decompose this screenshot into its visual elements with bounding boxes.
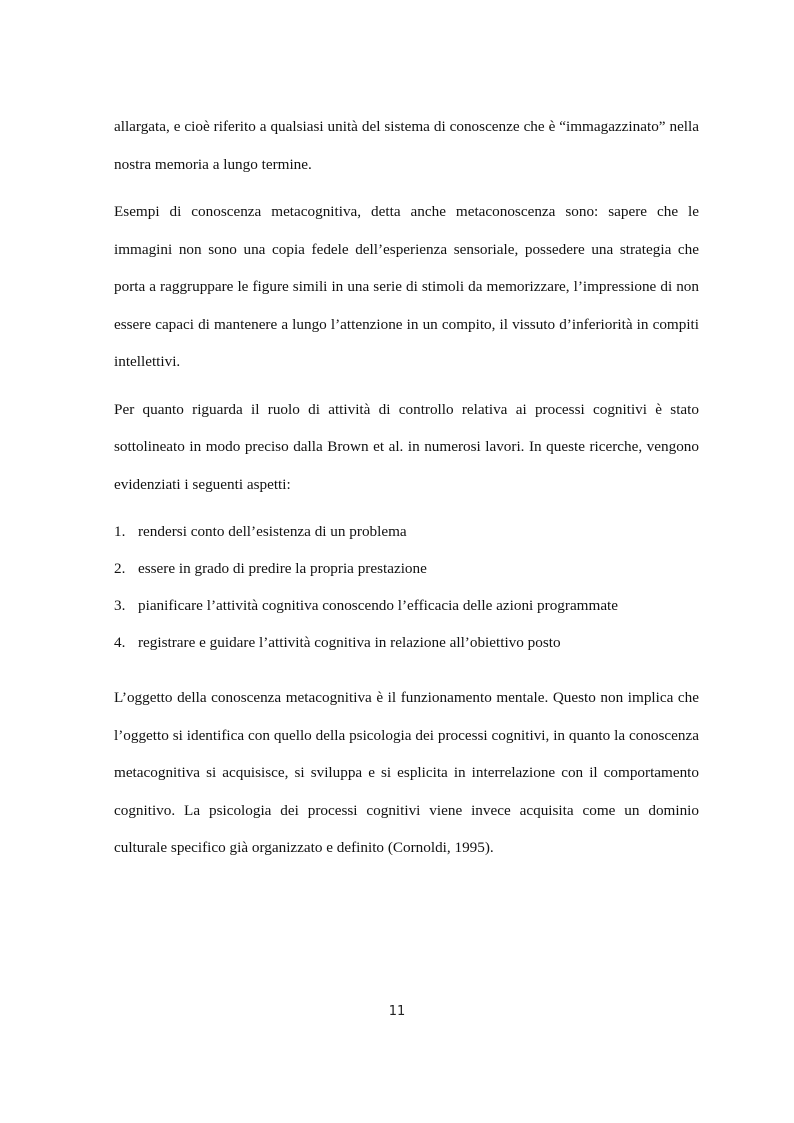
paragraph: Per quanto riguarda il ruolo di attività di controllo relativa ai processi cognitivi è stato sottolineato in modo preciso dalla Brown et al. in numerosi lavori. In queste ricerche, vengono evidenziati i seguenti aspetti: <box>114 400 699 493</box>
list-item-number: 1. <box>114 523 126 540</box>
list-item <box>114 624 699 661</box>
spacer <box>114 661 699 679</box>
list-item-number: 2. <box>114 560 126 577</box>
list-item <box>114 587 699 624</box>
numbered-list <box>114 513 699 661</box>
page-content <box>114 108 699 877</box>
list-item <box>114 513 699 550</box>
list-item-number: 3. <box>114 597 126 614</box>
paragraph: allargata, e cioè riferito a qualsiasi unità del sistema di conoscenze che è “immagazzinato” nella nostra memoria a lungo termine. <box>114 118 699 173</box>
list-item-text: pianificare l’attività cognitiva conoscendo l’efficacia delle azioni programmate <box>138 597 619 614</box>
paragraph: L’oggetto della conoscenza metacognitiva è il funzionamento mentale. Questo non implica che l’oggetto si identifica con quello della psicologia dei processi cognitivi, in quanto la conoscenza metacognitiva si acquisisce, si sviluppa e si esplicita in interrelazione con il comportamento cognitivo. La psicologia dei processi cognitivi viene invece acquisita come un dominio culturale specifico già organizzato e definito (Cornoldi, 1995). <box>114 689 699 856</box>
list-item <box>114 550 699 587</box>
list-item-text: registrare e guidare l’attività cognitiva in relazione all’obiettivo posto <box>138 634 561 651</box>
list-item-text: rendersi conto dell’esistenza di un problema <box>138 523 407 540</box>
page-number: 11 <box>388 1004 406 1019</box>
list-item-text: essere in grado di predire la propria prestazione <box>138 560 427 577</box>
list-item-number: 4. <box>114 634 126 651</box>
paragraph: Esempi di conoscenza metacognitiva, detta anche metaconoscenza sono: sapere che le immagini non sono una copia fedele dell’esperienza sensoriale, possedere una strategia che porta a raggruppare le figure simili in una serie di stimoli da memorizzare, l’impressione di non essere capaci di mantenere a lungo l’attenzione in un compito, il vissuto d’inferiorità in compiti intellettivi. <box>114 203 699 370</box>
